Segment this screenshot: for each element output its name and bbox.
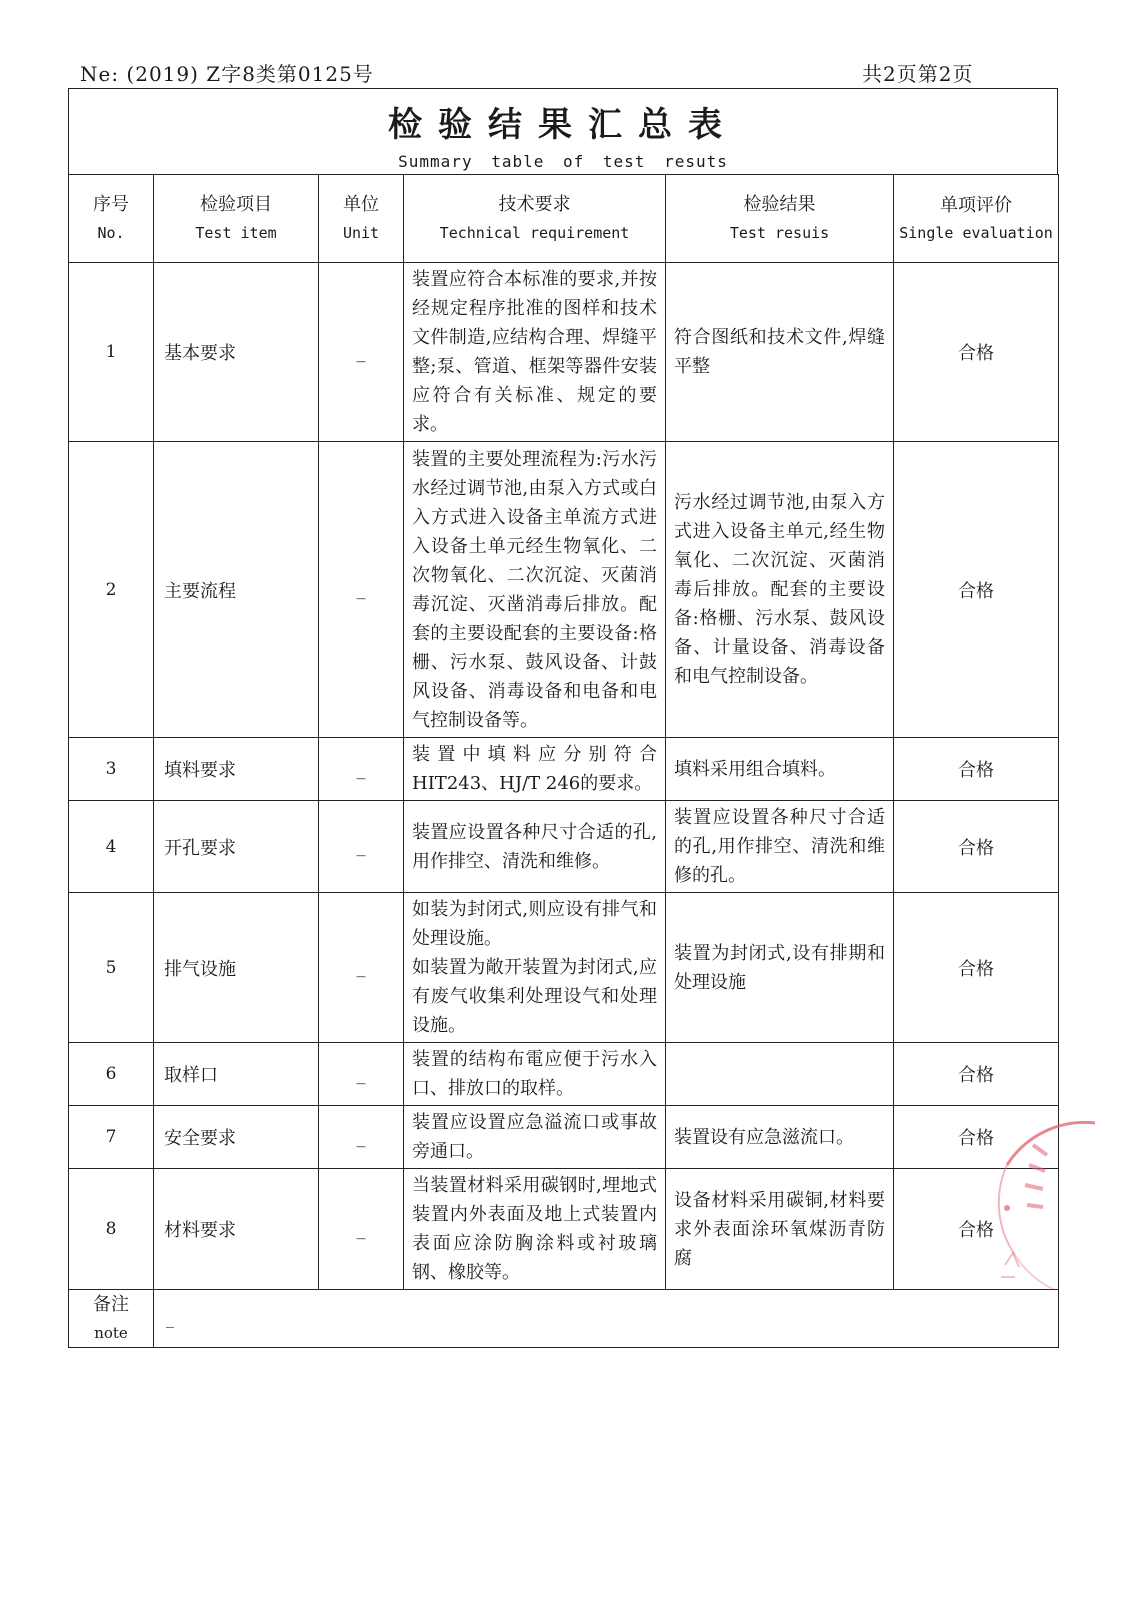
row-item: 取样口 (154, 1043, 319, 1106)
row-item: 安全要求 (154, 1106, 319, 1169)
row-evaluation: 合格 (894, 801, 1059, 893)
row-result: 污水经过调节池,由泵入方式进入设备主单元,经生物氧化、二次沉淀、灭菌消毒后排放。配套的主要设备:格栅、污水泵、鼓风设备、计量设备、消毒设备和电气控制设备。 (666, 442, 894, 738)
table-row (69, 893, 1059, 1043)
table-row (69, 263, 1059, 442)
row-item: 开孔要求 (154, 801, 319, 893)
table-row (69, 1106, 1059, 1169)
row-result: 符合图纸和技术文件,焊缝平整 (666, 263, 894, 442)
row-unit: _ (319, 801, 404, 893)
row-result: 填料采用组合填料。 (666, 738, 894, 801)
row-evaluation: 合格 (894, 1169, 1059, 1290)
row-no: 5 (69, 893, 154, 1043)
row-result: 装置为封闭式,设有排期和处理设施 (666, 893, 894, 1043)
row-item: 排气设施 (154, 893, 319, 1043)
row-no: 8 (69, 1169, 154, 1290)
row-unit: _ (319, 1106, 404, 1169)
row-item: 填料要求 (154, 738, 319, 801)
col-header-unit: 单位 Unit (319, 175, 404, 263)
row-evaluation: 合格 (894, 1106, 1059, 1169)
col-header-item: 检验项目 Test item (154, 175, 319, 263)
page-indicator: 共2页第2页 (862, 62, 974, 86)
row-result: 设备材料采用碳铜,材料要求外表面涂环氧煤沥青防腐 (666, 1169, 894, 1290)
col-header-result: 检验结果 Test resuis (666, 175, 894, 263)
row-no: 4 (69, 801, 154, 893)
row-evaluation: 合格 (894, 1043, 1059, 1106)
row-requirement: 如装为封闭式,则应设有排气和处理设施。 如装置为敞开装置为封闭式,应有废气收集利处理设气和处理设施。 (404, 893, 666, 1043)
report-number: Ne: (2019) Z字8类第0125号 (80, 62, 374, 86)
row-item: 材料要求 (154, 1169, 319, 1290)
row-result: 装置应设置各种尺寸合适的孔,用作排空、清洗和维修的孔。 (666, 801, 894, 893)
row-item: 主要流程 (154, 442, 319, 738)
row-no: 3 (69, 738, 154, 801)
row-no: 1 (69, 263, 154, 442)
row-requirement: 当装置材料采用碳钢时,埋地式装置内外表面及地上式装置内表面应涂防胸涂料或衬玻璃钢、橡胶等。 (404, 1169, 666, 1290)
title-block (68, 88, 1058, 174)
row-unit: _ (319, 1043, 404, 1106)
row-requirement: 装置应设置各种尺寸合适的孔,用作排空、清洗和维修。 (404, 801, 666, 893)
row-requirement: 装置应设置应急溢流口或事故旁通口。 (404, 1106, 666, 1169)
table-header-row (69, 175, 1059, 263)
row-unit: _ (319, 442, 404, 738)
col-header-no: 序号 No. (69, 175, 154, 263)
row-result (666, 1043, 894, 1106)
row-requirement: 装置应符合本标准的要求,并按经规定程序批准的图样和技术文件制造,应结构合理、焊缝平整;泵、管道、框架等器件安装应符合有关标准、规定的要求。 (404, 263, 666, 442)
table-row (69, 801, 1059, 893)
row-evaluation: 合格 (894, 263, 1059, 442)
row-requirement: 装置中填料应分别符合HIT243、HJ/T 246的要求。 (404, 738, 666, 801)
row-requirement: 装置的结构布電应便于污水入口、排放口的取样。 (404, 1043, 666, 1106)
row-evaluation: 合格 (894, 893, 1059, 1043)
row-evaluation: 合格 (894, 738, 1059, 801)
results-table (68, 174, 1059, 1348)
row-unit: _ (319, 893, 404, 1043)
row-unit: _ (319, 263, 404, 442)
row-result: 装置设有应急滋流口。 (666, 1106, 894, 1169)
row-no: 6 (69, 1043, 154, 1106)
col-header-evaluation: 单项评价 Single evaluation (894, 175, 1059, 263)
table-row (69, 442, 1059, 738)
row-no: 7 (69, 1106, 154, 1169)
row-no: 2 (69, 442, 154, 738)
row-unit: _ (319, 1169, 404, 1290)
col-header-requirement: 技术要求 Technical requirement (404, 175, 666, 263)
page-subtitle: Summary table of test resuts (398, 152, 728, 171)
remark-label: 备注 note (69, 1290, 154, 1348)
table-row (69, 1043, 1059, 1106)
row-requirement: 装置的主要处理流程为:污水污水经过调节池,由泵入方式或白入方式进入设备主单流方式进入设备土单元经生物氧化、二次物氧化、二次沉淀、灭菌消毒沉淀、灭凿消毒后排放。配套的主要设配套的主要设备:格栅、污水泵、鼓风设备、计鼓风设备、消毒设备和电备和电气控制设备等。 (404, 442, 666, 738)
row-unit: _ (319, 738, 404, 801)
table-row (69, 1169, 1059, 1290)
remark-value: _ (154, 1290, 1059, 1348)
row-evaluation: 合格 (894, 442, 1059, 738)
page-title: 检验结果汇总表 (388, 105, 738, 145)
row-item: 基本要求 (154, 263, 319, 442)
table-row (69, 738, 1059, 801)
remark-row (69, 1290, 1059, 1348)
